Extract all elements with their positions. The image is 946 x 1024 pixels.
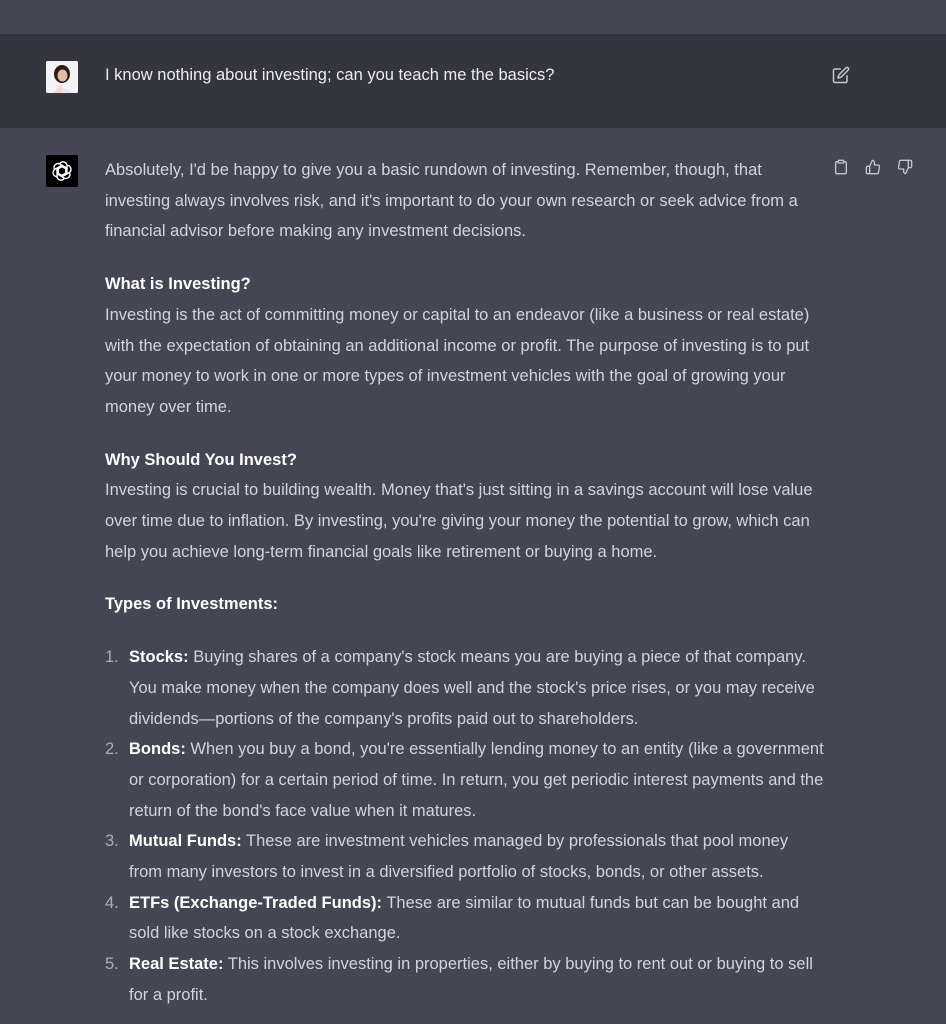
list-item (105, 949, 825, 1010)
openai-logo-icon (50, 159, 74, 183)
list-term: Real Estate: (129, 955, 224, 974)
list-item (105, 734, 825, 826)
list-term: Stocks: (129, 648, 189, 667)
list-text: These are similar to mutual funds but can be bought and sold like stocks on a stock exchange. (129, 893, 800, 943)
section-heading-why-invest: Why Should You Invest? (105, 450, 297, 469)
user-message-row (0, 34, 946, 128)
list-term: Mutual Funds: (129, 832, 242, 851)
section-body-what-is-investing: Investing is the act of committing money or capital to an endeavor (like a business or real estate) with the expectation of obtaining an additional income or profit. The purpose of investing is to put your money to work in one or more types of investment vehicles with the goal of growing your money over time. (105, 305, 810, 416)
list-text: This involves investing in properties, either by buying to rent out or buying to sell for a profit. (129, 955, 813, 1004)
list-item (105, 642, 825, 734)
list-term: ETFs (Exchange-Traded Funds): (129, 893, 383, 912)
user-message-text: I know nothing about investing; can you teach me the basics? (105, 66, 555, 84)
thumbs-down-icon (897, 159, 913, 175)
list-item (105, 826, 825, 887)
message-actions (830, 156, 916, 178)
spacer (105, 620, 825, 642)
assistant-message-content (105, 155, 825, 1011)
list-number: 5. (105, 955, 119, 974)
list-text: Buying shares of a company's stock means you are buying a piece of that company. You make money when the company does well and the stock's price rises, or you may receive dividends—portions of the company's profits paid out to shareholders. (129, 648, 815, 728)
list-text: These are investment vehicles managed by professionals that pool money from many investors to invest in a diversified portfolio of stocks, bonds, or other assets. (129, 832, 789, 882)
list-number: 2. (105, 740, 119, 759)
copy-button[interactable] (830, 156, 852, 178)
list-number: 1. (105, 648, 119, 667)
list-number: 4. (105, 893, 119, 912)
list-item (105, 888, 825, 949)
edit-icon (832, 66, 850, 84)
top-strip (0, 0, 946, 34)
section-heading-types: Types of Investments: (105, 595, 278, 614)
thumbs-up-button[interactable] (862, 156, 884, 178)
user-avatar-image (46, 61, 78, 93)
edit-message-button[interactable] (830, 64, 852, 86)
clipboard-icon (833, 159, 849, 175)
list-term: Bonds: (129, 740, 186, 759)
list-text: When you buy a bond, you're essentially lending money to an entity (like a government or corporation) for a certain period of time. In return, you get periodic interest payments and the return of the bond's face value when it matures. (129, 740, 824, 820)
assistant-message-row (0, 128, 946, 1024)
intro-paragraph: Absolutely, I'd be happy to give you a basic rundown of investing. Remember, though, that investing always involves risk, and it's important to do your own research or seek advice from a financial advisor before making any investment decisions. (105, 161, 798, 241)
section-heading-what-is-investing: What is Investing? (105, 275, 251, 294)
list-number: 3. (105, 832, 119, 851)
thumbs-down-button[interactable] (894, 156, 916, 178)
investment-types-list (105, 642, 825, 1010)
thumbs-up-icon (865, 159, 881, 175)
assistant-avatar (46, 155, 78, 187)
section-body-why-invest: Investing is crucial to building wealth. Money that's just sitting in a savings account will lose value over time due to inflation. By investing, you're giving your money the potential to grow, which can help you achieve long-term financial goals like retirement or buying a home. (105, 481, 813, 561)
user-avatar (46, 61, 78, 93)
